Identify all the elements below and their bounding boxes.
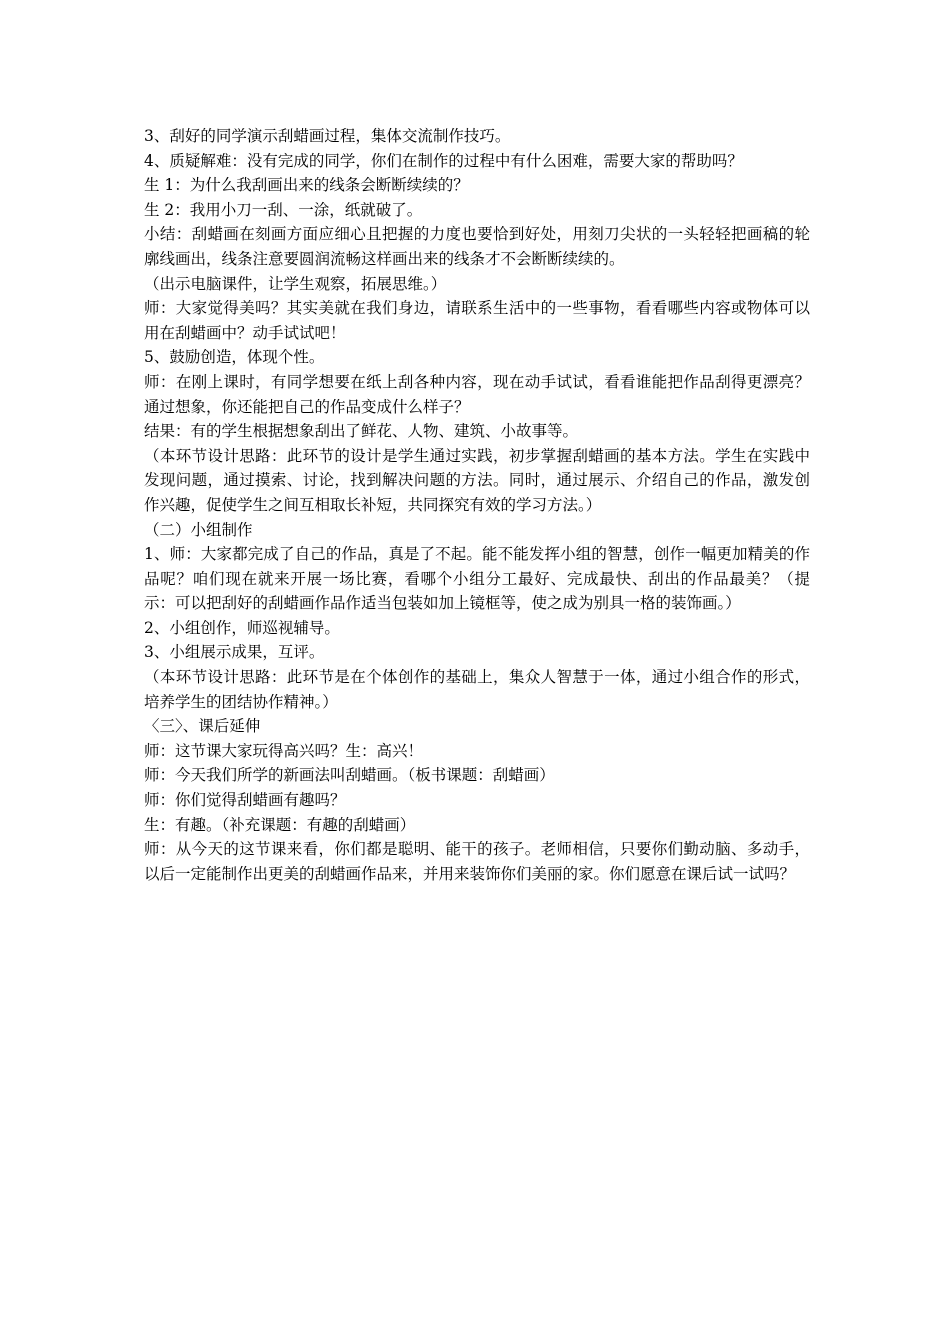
paragraph-student-1: 生 1：为什么我刮画出来的线条会断断续续的？ xyxy=(144,176,469,195)
paragraph-dialog-1: 师：这节课大家玩得高兴吗？生：高兴！ xyxy=(144,741,424,760)
paragraph-dialog-2: 师：今天我们所学的新画法叫刮蜡画。（板书课题：刮蜡画） xyxy=(144,766,555,785)
paragraph-step-4: 4、质疑解难：没有完成的同学，你们在制作的过程中有什么困难，需要大家的帮助吗？ xyxy=(144,151,743,170)
paragraph-teacher-beauty: 师：大家觉得美吗？其实美就在我们身边，请联系生活中的一些事物，看看哪些内容或物体可以用在刮蜡画中？动手试试吧！ xyxy=(144,299,810,342)
paragraph-design-note-2: （本环节设计思路：此环节是在个体创作的基础上，集众人智慧于一体，通过小组合作的形式，培养学生的团结协作精神。） xyxy=(144,668,810,711)
document-page xyxy=(144,124,810,886)
paragraph-group-step-3: 3、小组展示成果，互评。 xyxy=(144,643,325,662)
paragraph-dialog-3: 师：你们觉得刮蜡画有趣吗？ xyxy=(144,791,346,810)
paragraph-summary: 小结：刮蜡画在刻画方面应细心且把握的力度也要恰到好处，用刻刀尖状的一头轻轻把画稿的轮廓线画出，线条注意要圆润流畅这样画出来的线条才不会断断续续的。 xyxy=(144,225,810,268)
paragraph-teacher-try: 师：在刚上课时，有同学想要在纸上刮各种内容，现在动手试试，看看谁能把作品刮得更漂亮？通过想象，你还能把自己的作品变成什么样子？ xyxy=(144,372,810,416)
paragraph-courseware-note: （出示电脑课件，让学生观察，拓展思维。） xyxy=(144,274,447,293)
paragraph-step-3: 3、刮好的同学演示刮蜡画过程，集体交流制作技巧。 xyxy=(144,127,511,145)
section-heading-group-work: （二）小组制作 xyxy=(144,520,253,539)
section-heading-extension: 〈三〉、课后延伸 xyxy=(144,717,261,736)
paragraph-closing: 师：从今天的这节课来看，你们都是聪明、能干的孩子。老师相信，只要你们勤动脑、多动手，以后一定能制作出更美的刮蜡画作品来，并用来装饰你们美丽的家。你们愿意在课后试一试吗？ xyxy=(144,840,810,883)
paragraph-student-2: 生 2：我用小刀一刮、一涂，纸就破了。 xyxy=(144,200,423,219)
paragraph-step-5: 5、鼓励创造，体现个性。 xyxy=(144,348,325,367)
paragraph-group-step-2: 2、小组创作，师巡视辅导。 xyxy=(144,618,340,637)
paragraph-design-note-1: （本环节设计思路：此环节的设计是学生通过实践，初步掌握刮蜡画的基本方法。学生在实践中发现问题，通过摸索、讨论，找到解决问题的方法。同时，通过展示、介绍自己的作品，激发创作兴趣，促使学生之间互相取长补短，共同探究有效的学习方法。） xyxy=(144,446,810,514)
paragraph-result: 结果：有的学生根据想象刮出了鲜花、人物、建筑、小故事等。 xyxy=(144,422,579,441)
paragraph-group-step-1: 1、师：大家都完成了自己的作品，真是了不起。能不能发挥小组的智慧，创作一幅更加精美的作品呢？咱们现在就来开展一场比赛，看哪个小组分工最好、完成最快、刮出的作品最美？（提示：可以把刮好的刮蜡画作品作适当包装如加上镜框等，使之成为别具一格的装饰画。） xyxy=(144,545,810,613)
paragraph-dialog-4: 生：有趣。（补充课题：有趣的刮蜡画） xyxy=(144,815,416,834)
